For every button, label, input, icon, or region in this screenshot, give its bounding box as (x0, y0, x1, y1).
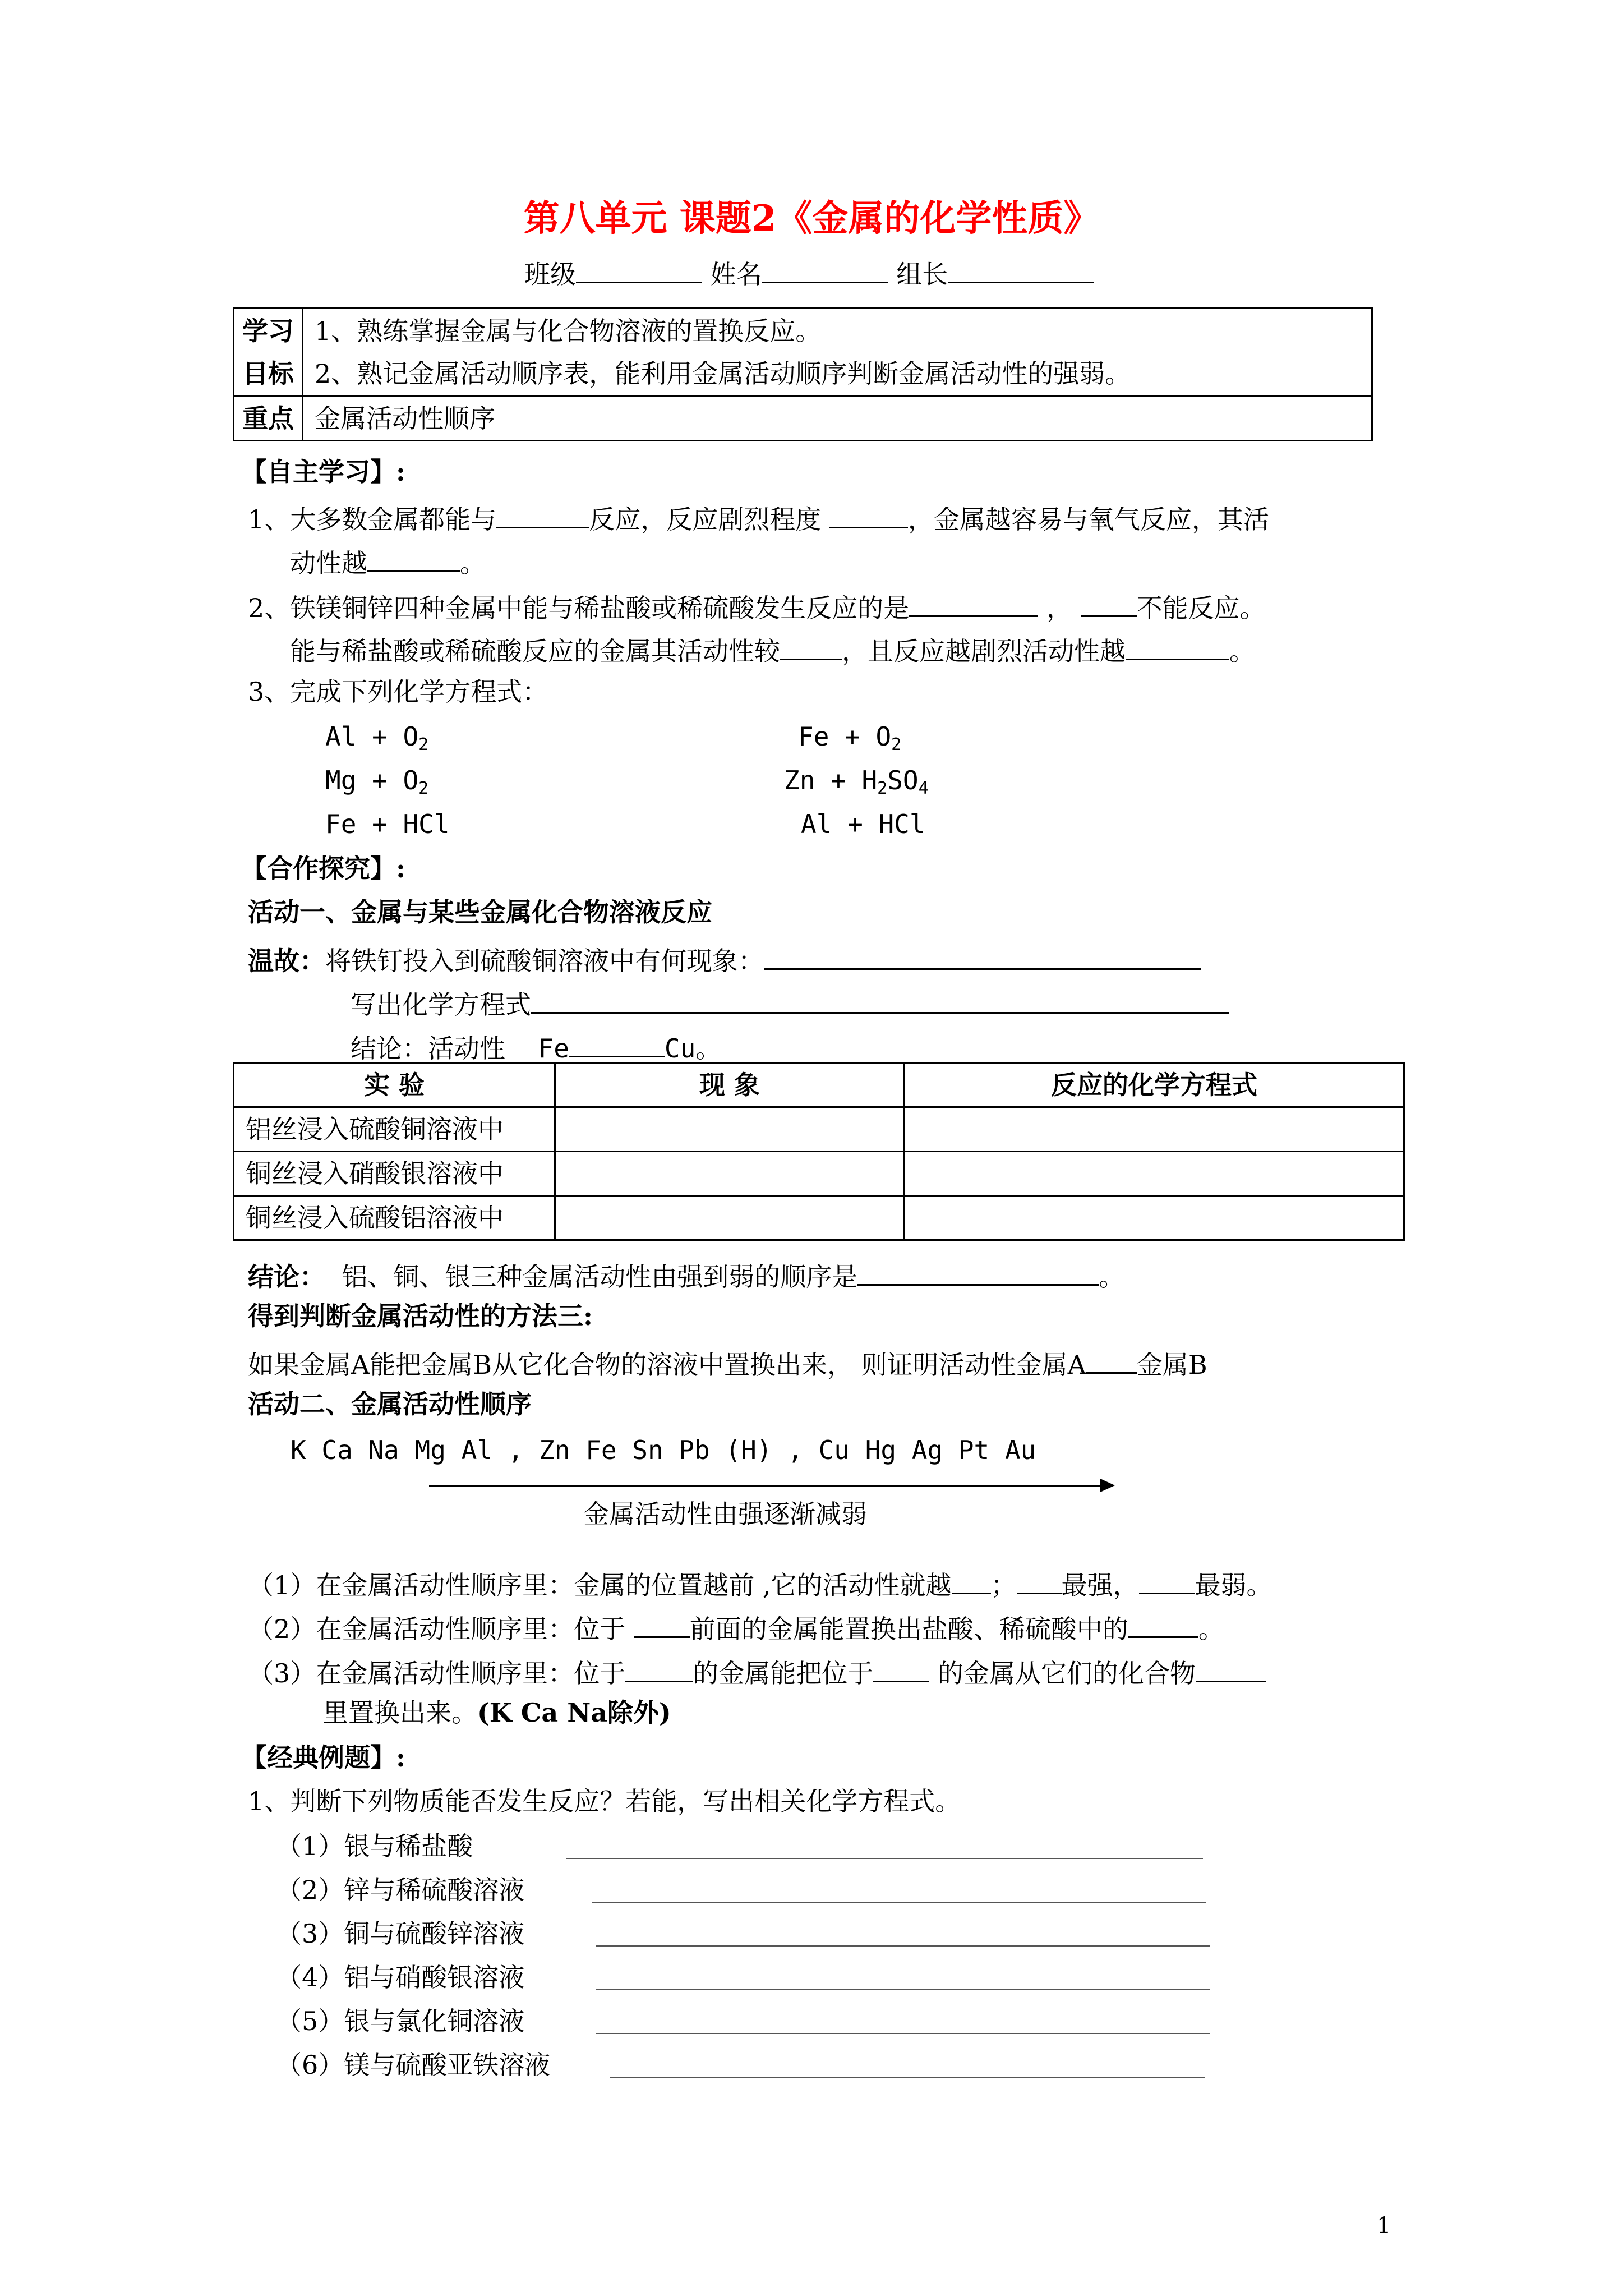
question-2: 2、铁镁铜锌四种金属中能与稀盐酸或稀硫酸发生反应的是 ， 不能反应。 (248, 591, 1266, 621)
conclusion-order: 结论： 铝、铜、银三种金属活动性由强到弱的顺序是 。 (248, 1259, 1124, 1290)
page-title: 第八单元 课题2《金属的化学性质》 (523, 197, 1100, 240)
example-item: （4）铝与硝酸银溶液 (276, 1962, 525, 1993)
conclusion-fe-cu: 结论：活动性 Fe Cu。 (351, 1031, 721, 1061)
page-number: 1 (1377, 2213, 1391, 2239)
example-item: （1）银与稀盐酸 (276, 1831, 473, 1861)
example-item: （3）铜与硫酸锌溶液 (276, 1918, 525, 1949)
q2-blank-2[interactable] (1081, 591, 1137, 617)
method-text: 如果金属A能把金属B从它化合物的溶液中置换出来， 则证明活动性金属A 金属B (248, 1347, 1207, 1378)
phenomenon-cell[interactable] (555, 1152, 905, 1196)
rule-3: （3）在金属活动性顺序里：位于 的金属能把位于 的金属从它们的化合物 (248, 1656, 1266, 1686)
leader-blank[interactable] (948, 257, 1094, 283)
equation-fe-hcl: Fe + HCl (325, 809, 450, 839)
table-row (234, 1152, 1404, 1196)
rule3-blank-3[interactable] (1196, 1656, 1266, 1682)
header-fields (524, 257, 1094, 287)
answer-line[interactable] (566, 1833, 1203, 1859)
fe-cu-blank[interactable] (569, 1031, 665, 1057)
equation-mg-o2: $Mg + O_2$ (325, 765, 429, 798)
activity-1-title: 活动一、金属与某些金属化合物溶液反应 (248, 897, 712, 927)
name-blank[interactable] (762, 257, 888, 283)
key-text: 金属活动性顺序 (303, 396, 1372, 441)
equation-fe-o2: $Fe + O_2$ (798, 721, 902, 754)
goal-content (303, 309, 1372, 396)
goal-1: 1、熟练掌握金属与化合物溶液的置换反应。 (315, 315, 822, 346)
arrow-label: 金属活动性由强逐渐减弱 (583, 1499, 867, 1529)
equation-cell[interactable] (905, 1107, 1404, 1152)
name-label: 姓名 (710, 259, 762, 289)
equation-blank[interactable] (531, 987, 1229, 1014)
review-blank[interactable] (764, 944, 1201, 970)
self-study-heading: 【自主学习】: (241, 457, 405, 487)
order-blank[interactable] (857, 1259, 1099, 1286)
rule-3-cont: 里置换出来。(K Ca Na除外) (322, 1697, 671, 1728)
method-blank[interactable] (1086, 1347, 1137, 1374)
rule-1: （1）在金属活动性顺序里：金属的位置越前 ,它的活动性就越 ； 最强， 最弱。 (248, 1568, 1272, 1598)
method-heading: 得到判断金属活动性的方法三: (248, 1301, 593, 1331)
q2-blank-3[interactable] (780, 634, 842, 660)
experiment-cell: 铝丝浸入硫酸铜溶液中 (234, 1107, 555, 1152)
write-equation-line: 写出化学方程式 (351, 987, 1229, 1018)
rule1-blank-3[interactable] (1139, 1568, 1195, 1594)
experiment-cell: 铜丝浸入硝酸银溶液中 (234, 1152, 555, 1196)
rule2-blank-2[interactable] (1128, 1612, 1198, 1638)
arrow-line (429, 1485, 1102, 1487)
rule3-blank-2[interactable] (873, 1656, 929, 1682)
question-1-cont: 动性越 。 (290, 546, 486, 576)
table-header: 反应的化学方程式 (905, 1063, 1404, 1107)
q2-blank-4[interactable] (1126, 634, 1229, 660)
examples-question: 1、判断下列物质能否发生反应？若能，写出相关化学方程式。 (248, 1786, 961, 1816)
equation-zn-h2so4: $Zn + H_2SO_4$ (784, 765, 929, 798)
example-item: （6）镁与硫酸亚铁溶液 (276, 2050, 551, 2080)
answer-line[interactable] (592, 1877, 1206, 1903)
question-2-cont: 能与稀盐酸或稀硫酸反应的金属其活动性较 ，且反应越剧烈活动性越 。 (290, 634, 1255, 664)
leader-label: 组长 (896, 259, 948, 289)
review-line: 温故：将铁钉投入到硫酸铜溶液中有何现象： (248, 944, 1201, 974)
goal-2: 2、熟记金属活动顺序表，能利用金属活动顺序判断金属活动性的强弱。 (315, 358, 1131, 389)
goal-table (233, 307, 1373, 441)
equation-cell[interactable] (905, 1196, 1404, 1240)
goal-head: 学习 目标 (234, 309, 303, 396)
question-3: 3、完成下列化学方程式： (248, 677, 548, 707)
question-1: 1、大多数金属都能与 反应，反应剧烈程度 ，金属越容易与氧气反应，其活 (248, 502, 1269, 532)
key-head: 重点 (234, 396, 303, 441)
rule2-blank-1[interactable] (634, 1612, 690, 1638)
answer-line[interactable] (596, 2008, 1210, 2034)
table-row (234, 1107, 1404, 1152)
q1-blank-3[interactable] (367, 546, 460, 572)
phenomenon-cell[interactable] (555, 1196, 905, 1240)
activity-series: K Ca Na Mg Al , Zn Fe Sn Pb (H) , Cu Hg Ag Pt Au (291, 1435, 1036, 1465)
table-row (234, 1196, 1404, 1240)
arrow-head-icon (1100, 1479, 1115, 1492)
class-blank[interactable] (576, 257, 702, 283)
q2-blank-1[interactable] (909, 591, 1038, 617)
activity-2-title: 活动二、金属活动性顺序 (248, 1389, 532, 1419)
cooperate-heading: 【合作探究】: (241, 853, 405, 884)
examples-heading: 【经典例题】: (241, 1742, 405, 1773)
rule1-blank-1[interactable] (952, 1568, 991, 1594)
table-header: 实 验 (234, 1063, 555, 1107)
example-item: （2）锌与稀硫酸溶液 (276, 1875, 525, 1905)
experiment-cell: 铜丝浸入硫酸铝溶液中 (234, 1196, 555, 1240)
answer-line[interactable] (596, 1964, 1210, 1990)
class-label: 班级 (524, 259, 576, 289)
equation-al-o2: $Al + O_2$ (325, 721, 429, 754)
phenomenon-cell[interactable] (555, 1107, 905, 1152)
table-header: 现 象 (555, 1063, 905, 1107)
example-item: （5）银与氯化铜溶液 (276, 2006, 525, 2036)
rule3-blank-1[interactable] (625, 1656, 693, 1682)
answer-line[interactable] (596, 1921, 1210, 1947)
equation-cell[interactable] (905, 1152, 1404, 1196)
equation-al-hcl: Al + HCl (801, 809, 925, 839)
rule1-blank-2[interactable] (1017, 1568, 1062, 1594)
answer-line[interactable] (610, 2052, 1205, 2078)
experiment-table (233, 1062, 1405, 1241)
q1-blank-2[interactable] (829, 502, 908, 528)
rule-2: （2）在金属活动性顺序里：位于 前面的金属能置换出盐酸、稀硫酸中的 。 (248, 1612, 1224, 1642)
q1-blank-1[interactable] (496, 502, 589, 528)
